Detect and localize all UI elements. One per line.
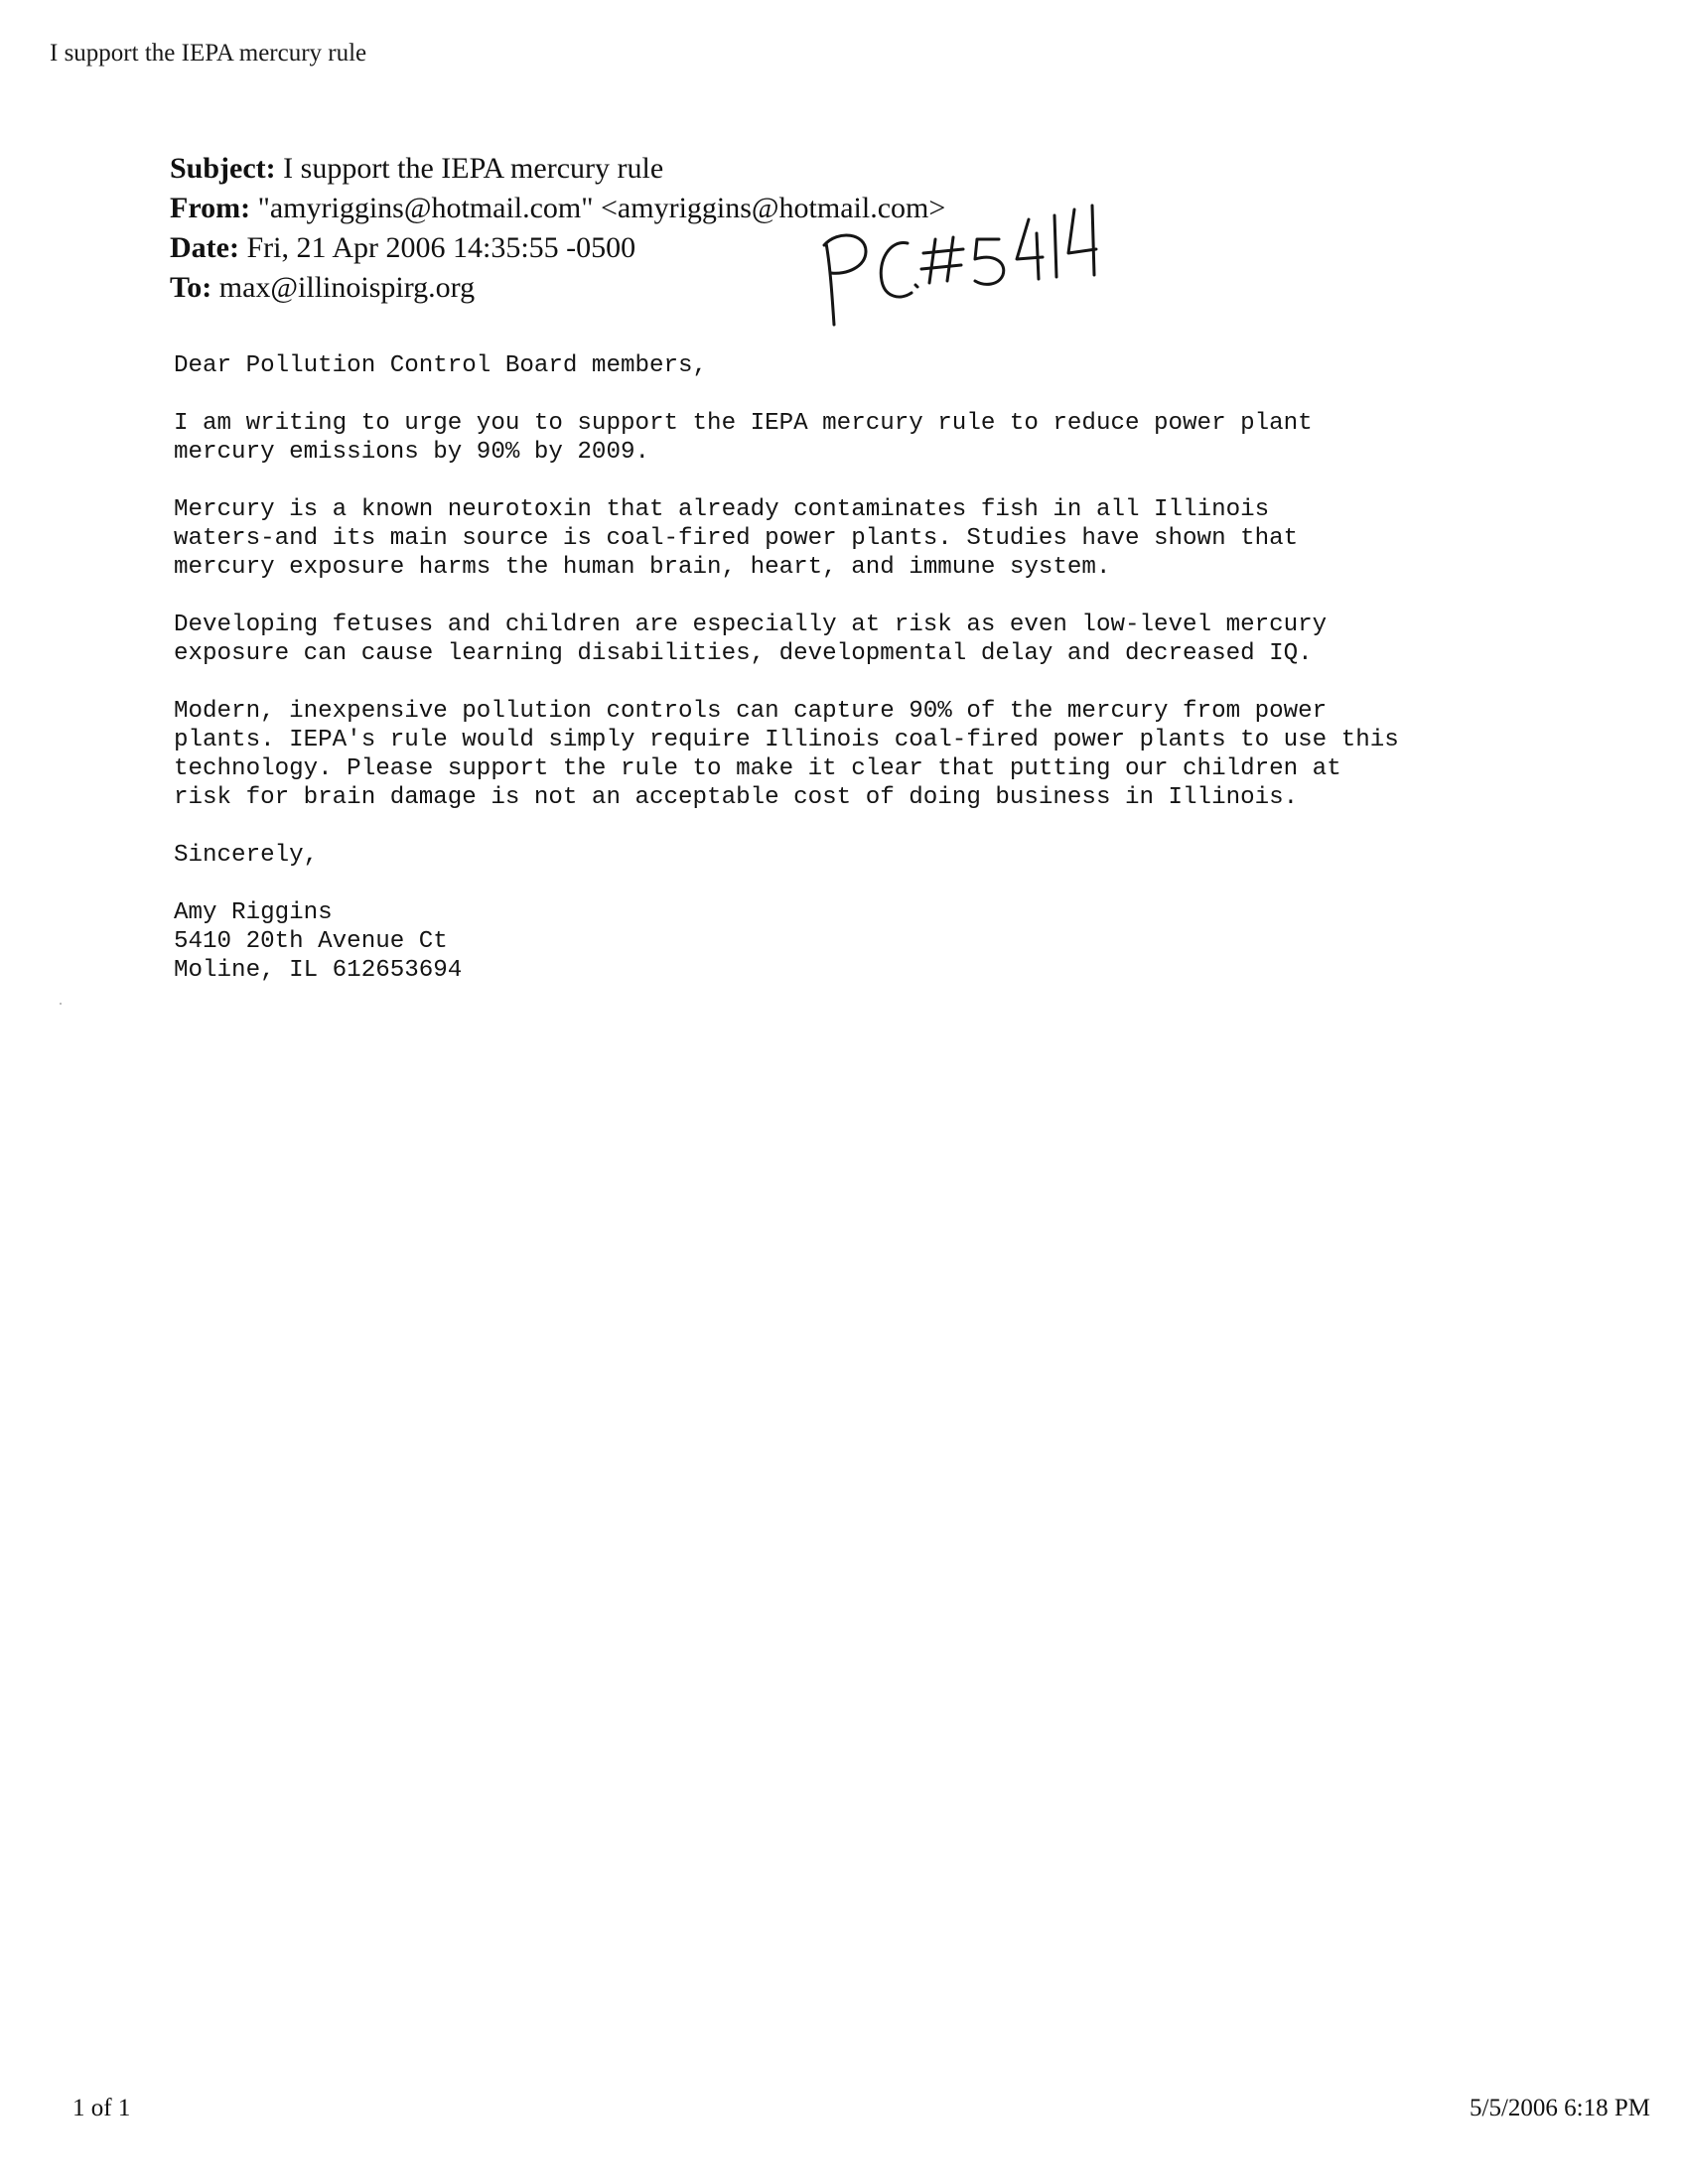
paragraph-pollution-controls: Modern, inexpensive pollution controls can capture 90% of the mercury from power plants. IEPA's rule would simply require Illinois coal-fired power plants to use this technology. Please support the rule to make it clear that putting our children at risk for brain damage is not an acceptable cost of doing business in Illinois. <box>174 698 1399 811</box>
subject-line <box>170 149 1063 189</box>
signer-name: Amy Riggins <box>174 899 333 926</box>
salutation: Dear Pollution Control Board members, <box>174 352 708 379</box>
address-line-street: 5410 20th Avenue Ct <box>174 928 448 955</box>
stamp-1 <box>1054 215 1056 277</box>
to-label: To: <box>170 271 212 304</box>
print-timestamp: 5/5/2006 6:18 PM <box>1470 2095 1650 2121</box>
handwritten-pc-number-stamp <box>804 204 1102 333</box>
date-value: Fri, 21 Apr 2006 14:35:55 -0500 <box>246 231 636 264</box>
closing: Sincerely, <box>174 842 319 869</box>
paragraph-children-risk: Developing fetuses and children are especially at risk as even low-level mercury exposure can cause learning disabilities, developmental delay and decreased IQ. <box>174 612 1328 667</box>
running-head: I support the IEPA mercury rule <box>50 40 367 67</box>
paragraph-urge-support: I am writing to urge you to support the IEPA mercury rule to reduce power plant mercury emissions by 90% by 2009. <box>174 410 1313 466</box>
stamp-hash-3 <box>923 249 963 253</box>
stamp-hash-2 <box>947 237 953 281</box>
stamp-4a-stem <box>1037 233 1039 279</box>
paragraph-mercury-neurotoxin: Mercury is a known neurotoxin that already contaminates fish in all Illinois waters-and its main source is coal-fired power plants. Studies have shown that mercury exposure harms the human brain, heart, and immune system. <box>174 496 1299 581</box>
stamp-hash-1 <box>929 239 935 283</box>
stamp-p-stem <box>826 243 834 325</box>
to-value: max@illinoispirg.org <box>218 271 476 304</box>
subject-value: I support the IEPA mercury rule <box>283 152 664 185</box>
stamp-hash-4 <box>921 265 961 269</box>
address-line-city: Moline, IL 612653694 <box>174 957 463 984</box>
stamp-dot <box>915 285 917 287</box>
stamp-c <box>881 243 912 297</box>
page-number: 1 of 1 <box>72 2095 131 2121</box>
from-value: "amyriggins@hotmail.com" <amyriggins@hotmail.com> <box>257 192 946 224</box>
date-label: Date: <box>170 231 239 264</box>
letter-body <box>174 351 1604 985</box>
from-label: From: <box>170 192 251 224</box>
stamp-4b-stem <box>1092 205 1094 275</box>
subject-label: Subject: <box>170 152 276 185</box>
stamp-5 <box>975 239 1004 284</box>
scan-speck <box>60 1003 62 1005</box>
